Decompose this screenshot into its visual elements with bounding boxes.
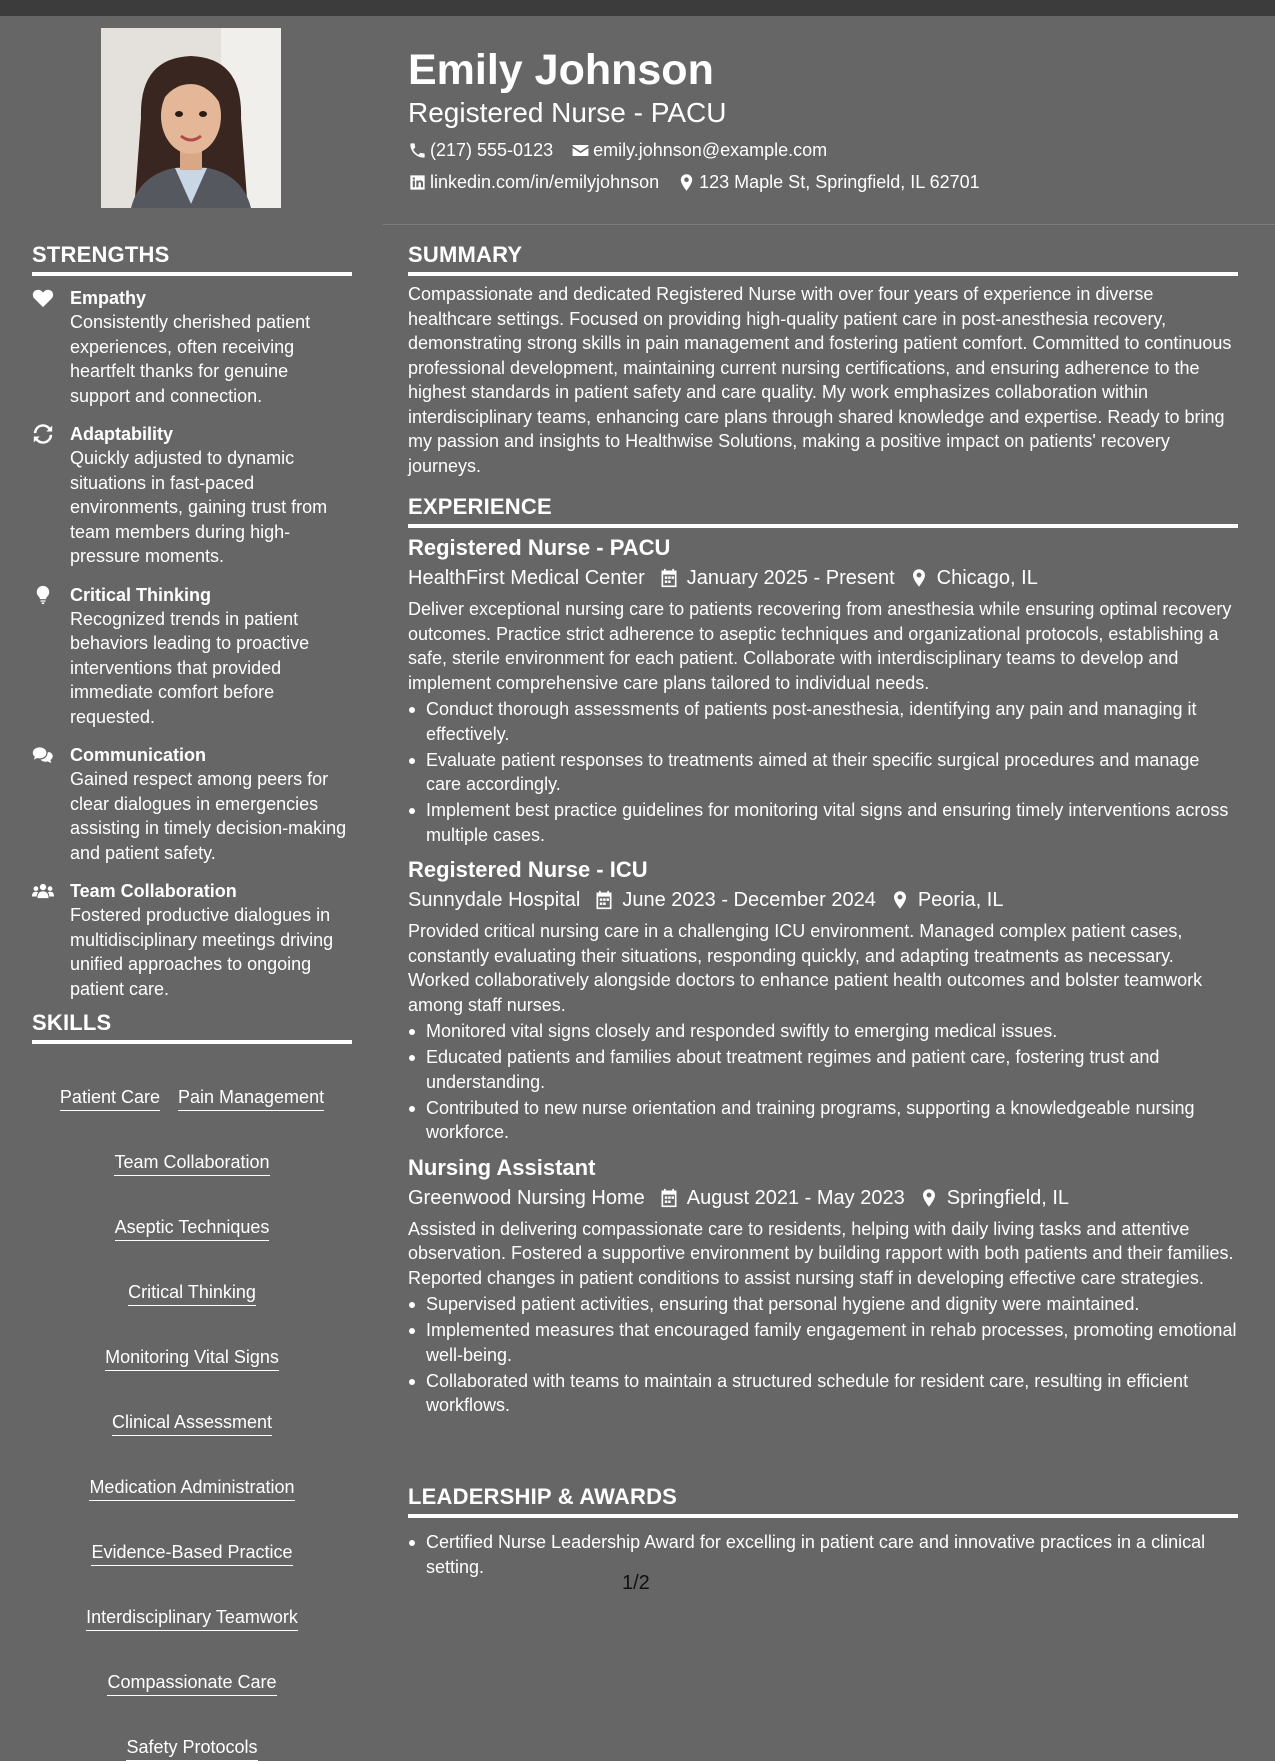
- job-company: HealthFirst Medical Center: [408, 567, 645, 589]
- job-dates-wrap: [594, 885, 876, 915]
- job-location: Peoria, IL: [917, 889, 1004, 911]
- strength-item: [32, 879, 352, 1001]
- top-bar: [0, 0, 1275, 16]
- skill-tag: Aseptic Techniques: [115, 1216, 270, 1241]
- address-contact: [677, 170, 980, 194]
- experience-list: [408, 533, 1238, 1426]
- leadership-bullet: Certified Nurse Leadership Award for excelling in patient care and innovative practices in a clinical setting.: [408, 1530, 1238, 1579]
- job-dates-wrap: [659, 1183, 905, 1213]
- leadership-heading: LEADERSHIP & AWARDS: [408, 1484, 1238, 1518]
- phone-text: (217) 555-0123: [430, 140, 554, 160]
- job-description: Deliver exceptional nursing care to patients recovering from anesthesia while ensuring optimal recovery outcomes. Practice strict adherence to aseptic techniques and organizational protocols, establishing a safe, sterile environment for each patient. Collaborate with interdisciplinary teams to develop and implement comprehensive care plans tailored to individual needs.: [408, 599, 1232, 693]
- job-entry: [408, 533, 1238, 847]
- job-title: Nursing Assistant: [408, 1154, 596, 1180]
- skill-tag: Team Collaboration: [114, 1151, 269, 1176]
- job-bullet: Monitored vital signs closely and responded swiftly to emerging medical issues.: [408, 1019, 1238, 1044]
- job-entry: [408, 1153, 1238, 1418]
- users-icon: [32, 879, 70, 1001]
- job-bullets: [408, 1292, 1238, 1418]
- summary-text: Compassionate and dedicated Registered Nurse with over four years of experience in diverse healthcare settings. Focused on providing high-quality patient care in post-anesthesia recovery, demonstrating strong skills in pain management and fostering patient comfort. Committed to continuous professional development, maintaining current nursing certifications, and ensuring adherence to the highest standards in patient safety and care quality. My work emphasizes collaboration within interdisciplinary teams, enhancing care plans through shared knowledge and expertise. Ready to bring my passion and insights to Healthwise Solutions, making a positive impact on patients' recovery journeys.: [408, 284, 1232, 476]
- contact-row-2: [408, 170, 1238, 194]
- job-location-wrap: [909, 563, 1038, 593]
- linkedin-contact[interactable]: [408, 170, 659, 194]
- contact-row: [408, 138, 1238, 162]
- email-contact[interactable]: [571, 138, 827, 162]
- job-meta: [408, 1183, 1238, 1213]
- header-divider: [383, 224, 1275, 225]
- job-location: Springfield, IL: [946, 1186, 1069, 1209]
- email-text[interactable]: emily.johnson@example.com: [593, 140, 828, 160]
- job-dates-wrap: [659, 563, 895, 593]
- map-marker-icon: [890, 890, 910, 910]
- skill-tag: Interdisciplinary Teamwork: [86, 1606, 298, 1631]
- page-indicator: 1/2: [622, 1572, 650, 1594]
- job-bullet: Evaluate patient responses to treatments aimed at their specific surgical procedures and manage care accordingly.: [408, 748, 1238, 797]
- leadership-list: [408, 1528, 1238, 1581]
- job-bullets: [408, 1019, 1238, 1145]
- calendar-icon: [659, 1188, 679, 1208]
- skills-heading: SKILLS: [32, 1010, 352, 1044]
- job-meta: [408, 563, 1238, 593]
- job-bullet: Educated patients and families about treatment regimes and patient care, fostering trust and understanding.: [408, 1045, 1238, 1094]
- experience-heading: EXPERIENCE: [408, 494, 1238, 528]
- strength-item: [32, 286, 352, 408]
- sync-icon: [32, 422, 70, 569]
- job-description: Provided critical nursing care in a challenging ICU environment. Managed complex patient cases, constantly evaluating their situations, responding quickly, and adapting treatments as necessary. Worked collaboratively alongside doctors to enhance patient health outcomes and bolster teamwork among staff nurses.: [408, 921, 1203, 1015]
- job-bullet: Contributed to new nurse orientation and training programs, supporting a knowledgeable nursing workforce.: [408, 1096, 1238, 1145]
- calendar-icon: [659, 568, 679, 588]
- phone-contact: [408, 138, 553, 162]
- skill-tag: Pain Management: [178, 1086, 324, 1111]
- strength-desc: Consistently cherished patient experiences, often receiving heartfelt thanks for genuine support and connection.: [70, 312, 311, 406]
- strength-name: Adaptability: [70, 424, 174, 444]
- job-title: Registered Nurse - PACU: [408, 535, 671, 560]
- job-bullet: Conduct thorough assessments of patients post-anesthesia, identifying any pain and managing it effectively.: [408, 697, 1238, 746]
- map-marker-icon: [677, 173, 696, 192]
- heart-icon: [32, 286, 70, 408]
- job-bullet: Collaborated with teams to maintain a structured schedule for resident care, resulting in efficient workflows.: [408, 1369, 1238, 1418]
- job-location-wrap: [890, 885, 1004, 915]
- job-location-wrap: [919, 1183, 1069, 1213]
- job-bullets: [408, 697, 1238, 847]
- profile-photo: [101, 28, 281, 208]
- map-marker-icon: [919, 1188, 939, 1208]
- map-marker-icon: [909, 568, 929, 588]
- skill-tag: Evidence-Based Practice: [91, 1541, 292, 1566]
- strength-desc: Recognized trends in patient behaviors leading to proactive interventions that provided immediate comfort before requested.: [70, 608, 310, 727]
- candidate-title: Registered Nurse - PACU: [408, 97, 727, 128]
- job-meta: [408, 885, 1238, 915]
- skill-tag: Safety Protocols: [126, 1736, 257, 1761]
- linkedin-text[interactable]: linkedin.com/in/emilyjohnson: [430, 172, 660, 192]
- strength-name: Communication: [70, 745, 207, 765]
- skill-tag: Compassionate Care: [107, 1671, 276, 1696]
- strengths-list: [32, 286, 352, 1015]
- skill-tag: Patient Care: [60, 1086, 160, 1111]
- strength-item: [32, 583, 352, 730]
- job-company: Greenwood Nursing Home: [408, 1186, 645, 1209]
- skills-list: [32, 1086, 352, 1761]
- job-description: Assisted in delivering compassionate care to residents, helping with daily living tasks and attentive observation. Fostered a supportive environment by building rapport with both patients and their families. Reported changes in patient conditions to assist nursing staff in developing effective care strategies.: [408, 1218, 1234, 1288]
- job-dates: June 2023 - December 2024: [622, 889, 876, 911]
- leadership-bullets: [408, 1530, 1238, 1579]
- candidate-name: Emily Johnson: [408, 46, 714, 94]
- strength-item: [32, 422, 352, 569]
- strength-desc: Gained respect among peers for clear dialogues in emergencies assisting in timely decision-making and patient safety.: [70, 769, 347, 863]
- address-text: 123 Maple St, Springfield, IL 62701: [699, 172, 980, 192]
- resume-header: [408, 44, 1238, 194]
- strengths-heading: STRENGTHS: [32, 242, 352, 276]
- job-bullet: Implemented measures that encouraged family engagement in rehab processes, promoting emotional well-being.: [408, 1318, 1238, 1367]
- strength-item: [32, 743, 352, 865]
- envelope-icon: [571, 141, 590, 160]
- strength-name: Team Collaboration: [70, 881, 237, 901]
- phone-icon: [408, 141, 427, 160]
- skill-tag: Medication Administration: [89, 1476, 294, 1501]
- job-company: Sunnydale Hospital: [408, 889, 581, 911]
- strength-desc: Quickly adjusted to dynamic situations in fast-paced environments, gaining trust from team members during high-pressure moments.: [70, 448, 328, 566]
- strength-name: Empathy: [70, 288, 147, 308]
- calendar-icon: [594, 890, 614, 910]
- job-bullet: Implement best practice guidelines for monitoring vital signs and ensuring timely interventions across multiple cases.: [408, 798, 1238, 847]
- job-dates: August 2021 - May 2023: [686, 1186, 905, 1209]
- comments-icon: [32, 743, 70, 865]
- linkedin-icon: [408, 173, 427, 192]
- job-location: Chicago, IL: [936, 567, 1038, 589]
- job-dates: January 2025 - Present: [686, 567, 895, 589]
- strength-desc: Fostered productive dialogues in multidisciplinary meetings driving unified approaches to ongoing patient care.: [70, 905, 334, 999]
- skill-tag: Monitoring Vital Signs: [105, 1346, 279, 1371]
- job-title: Registered Nurse - ICU: [408, 857, 648, 882]
- job-entry: [408, 855, 1238, 1145]
- summary-heading: SUMMARY: [408, 242, 1238, 276]
- skill-tag: Clinical Assessment: [112, 1411, 272, 1436]
- strength-name: Critical Thinking: [70, 584, 212, 605]
- lightbulb-icon: [32, 583, 70, 730]
- skill-tag: Critical Thinking: [128, 1281, 256, 1306]
- job-bullet: Supervised patient activities, ensuring that personal hygiene and dignity were maintained.: [408, 1292, 1238, 1317]
